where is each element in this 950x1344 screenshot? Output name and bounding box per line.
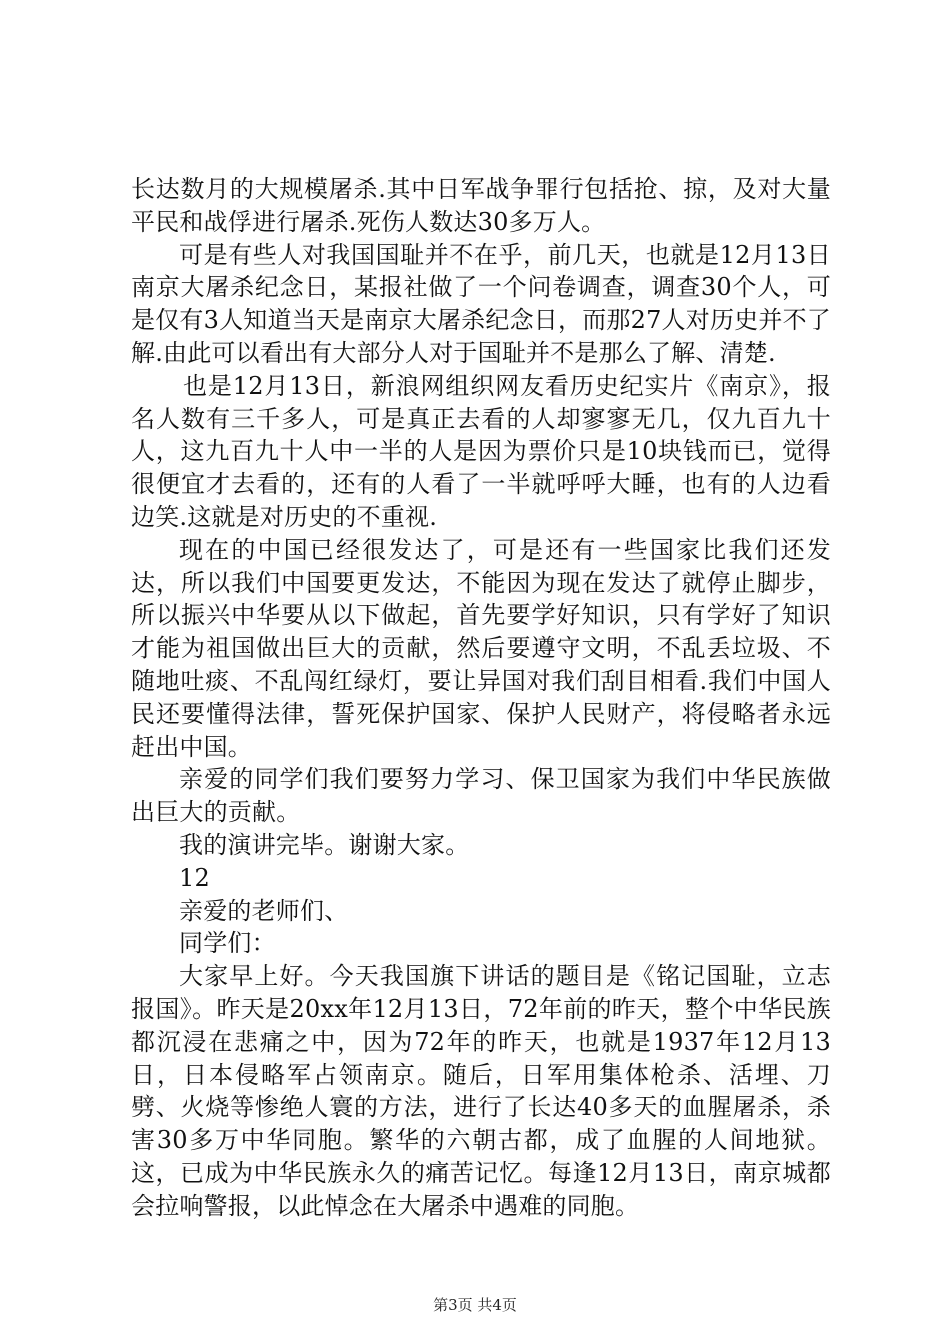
page-footer: 第3页 共4页 [433, 1296, 517, 1314]
paragraph-6: 我的演讲完毕。谢谢大家。 [179, 830, 470, 859]
paragraph-1: 长达数月的大规模屠杀.其中日军战争罪行包括抢、掠，及对大量平民和战俘进行屠杀.死伤人数达30多万人。 [131, 175, 831, 236]
section-number: 12 [179, 863, 210, 892]
paragraph-5: 亲爱的同学们我们要努力学习、保卫国家为我们中华民族做出巨大的贡献。 [131, 765, 831, 827]
paragraph-4: 现在的中国已经很发达了，可是还有一些国家比我们还发达，所以我们中国要更发达，不能因为现在发达了就停止脚步，所以振兴中华要从以下做起，首先要学好知识，只有学好了知识才能为祖国做出巨大的贡献，然后要遵守文明，不乱丢垃圾、不随地吐痰、不乱闯红绿灯，要让异国对我们刮目相看.我们中国人民还要懂得法律，誓死保护国家、保护人民财产，将侵略者永远赶出中国。 [131, 535, 831, 761]
paragraph-2: 可是有些人对我国国耻并不在乎，前几天，也就是12月13日南京大屠杀纪念日，某报社做了一个问卷调查，调查30个人，可是仅有3人知道当天是南京大屠杀纪念日，而那27人对历史并不了解.由此可以看出有大部分人对于国耻并不是那么了解、清楚. [131, 240, 831, 367]
paragraph-3: 也是12月13日，新浪网组织网友看历史纪实片《南京》，报名人数有三千多人，可是真正去看的人却寥寥无几，仅九百九十人，这九百九十人中一半的人是因为票价只是10块钱而已，觉得很便宜才去看的，还有的人看了一半就呼呼大睡，也有的人边看边笑.这就是对历史的不重视. [131, 371, 831, 531]
salutation-students: 同学们： [179, 929, 276, 958]
document-body [131, 173, 831, 1223]
paragraph-speech: 大家早上好。今天我国旗下讲话的题目是《铭记国耻，立志报国》。昨天是20xx年12月13日，72年前的昨天，整个中华民族都沉浸在悲痛之中，因为72年的昨天，也就是1937年12月13日，日本侵略军占领南京。随后，日军用集体枪杀、活埋、刀劈、火烧等惨绝人寰的方法，进行了长达40多天的血腥屠杀，杀害30多万中华同胞。繁华的六朝古都，成了血腥的人间地狱。这，已成为中华民族永久的痛苦记忆。每逢12月13日，南京城都会拉响警报，以此悼念在大屠杀中遇难的同胞。 [131, 962, 831, 1220]
salutation-teachers: 亲爱的老师们、 [179, 896, 349, 925]
